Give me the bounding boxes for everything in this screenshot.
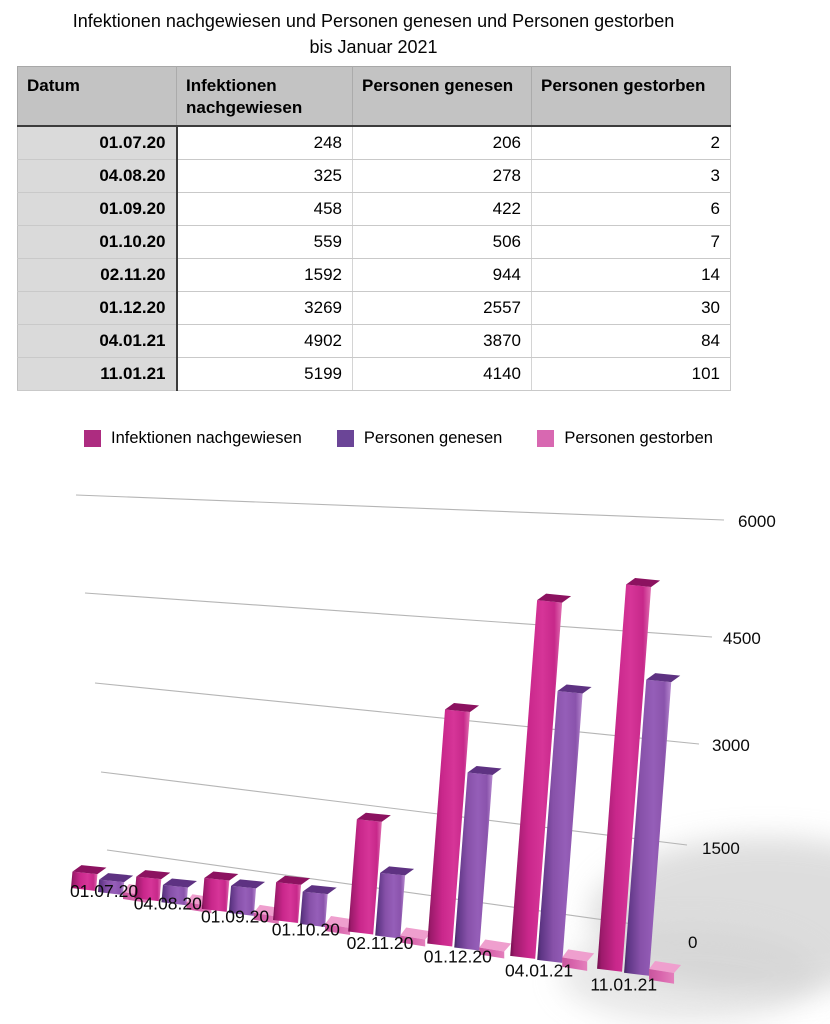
- bar: [375, 873, 405, 939]
- value-cell: 506: [353, 225, 532, 258]
- gridline: [95, 683, 699, 744]
- table-header-cell-1: Infektionen nachgewiesen: [177, 67, 353, 127]
- legend-label: Personen genesen: [363, 429, 503, 447]
- date-cell: 01.09.20: [18, 192, 177, 225]
- value-cell: 248: [177, 126, 353, 159]
- value-cell: 559: [177, 225, 353, 258]
- value-cell: 4140: [353, 357, 532, 390]
- gridline: [85, 593, 712, 637]
- x-axis-label: 11.01.21: [590, 974, 658, 995]
- x-axis-label: 04.01.21: [504, 960, 574, 981]
- date-cell: 04.01.21: [18, 324, 177, 357]
- table-header-cell-3: Personen gestorben: [532, 67, 731, 127]
- value-cell: 6: [532, 192, 731, 225]
- value-cell: 84: [532, 324, 731, 357]
- y-axis-label: 4500: [723, 629, 761, 648]
- table-header-cell-0: Datum: [18, 67, 177, 127]
- gridline: [101, 772, 687, 845]
- value-cell: 3: [532, 159, 731, 192]
- date-cell: 11.01.21: [18, 357, 177, 390]
- y-axis-label: 1500: [702, 839, 740, 858]
- value-cell: 944: [353, 258, 532, 291]
- value-cell: 101: [532, 357, 731, 390]
- value-cell: 30: [532, 291, 731, 324]
- value-cell: 206: [353, 126, 532, 159]
- x-axis-label: 01.09.20: [200, 906, 270, 927]
- x-axis-label: 02.11.20: [346, 932, 414, 953]
- date-cell: 04.08.20: [18, 159, 177, 192]
- value-cell: 4902: [177, 324, 353, 357]
- date-cell: 01.10.20: [18, 225, 177, 258]
- x-axis-label: 04.08.20: [133, 893, 202, 914]
- page-title-line2: bis Januar 2021: [309, 37, 438, 57]
- value-cell: 3269: [177, 291, 353, 324]
- y-axis-label: 0: [688, 933, 698, 952]
- value-cell: 3870: [353, 324, 532, 357]
- bars: [71, 578, 681, 984]
- date-cell: 01.12.20: [18, 291, 177, 324]
- y-axis-label: 3000: [712, 736, 750, 755]
- page-title-line1: Infektionen nachgewiesen und Personen genesen und Personen gestorben: [72, 11, 675, 31]
- value-cell: 278: [353, 159, 532, 192]
- value-cell: 14: [532, 258, 731, 291]
- value-cell: 325: [177, 159, 353, 192]
- date-cell: 01.07.20: [18, 126, 177, 159]
- gridline: [76, 495, 724, 520]
- table-header-cell-2: Personen genesen: [353, 67, 532, 127]
- value-cell: 2: [532, 126, 731, 159]
- legend-label: Infektionen nachgewiesen: [111, 429, 302, 447]
- date-cell: 02.11.20: [18, 258, 177, 291]
- y-axis-label: 6000: [738, 512, 776, 531]
- bar: [273, 882, 301, 923]
- value-cell: 422: [353, 192, 532, 225]
- value-cell: 458: [177, 192, 353, 225]
- x-axis-label: 01.10.20: [271, 919, 340, 940]
- x-axis-label: 01.12.20: [423, 946, 492, 967]
- value-cell: 7: [532, 225, 731, 258]
- x-axis-label: 01.07.20: [69, 881, 139, 901]
- value-cell: 1592: [177, 258, 353, 291]
- legend-label: Personen gestorben: [564, 429, 713, 447]
- value-cell: 2557: [353, 291, 532, 324]
- value-cell: 5199: [177, 357, 353, 390]
